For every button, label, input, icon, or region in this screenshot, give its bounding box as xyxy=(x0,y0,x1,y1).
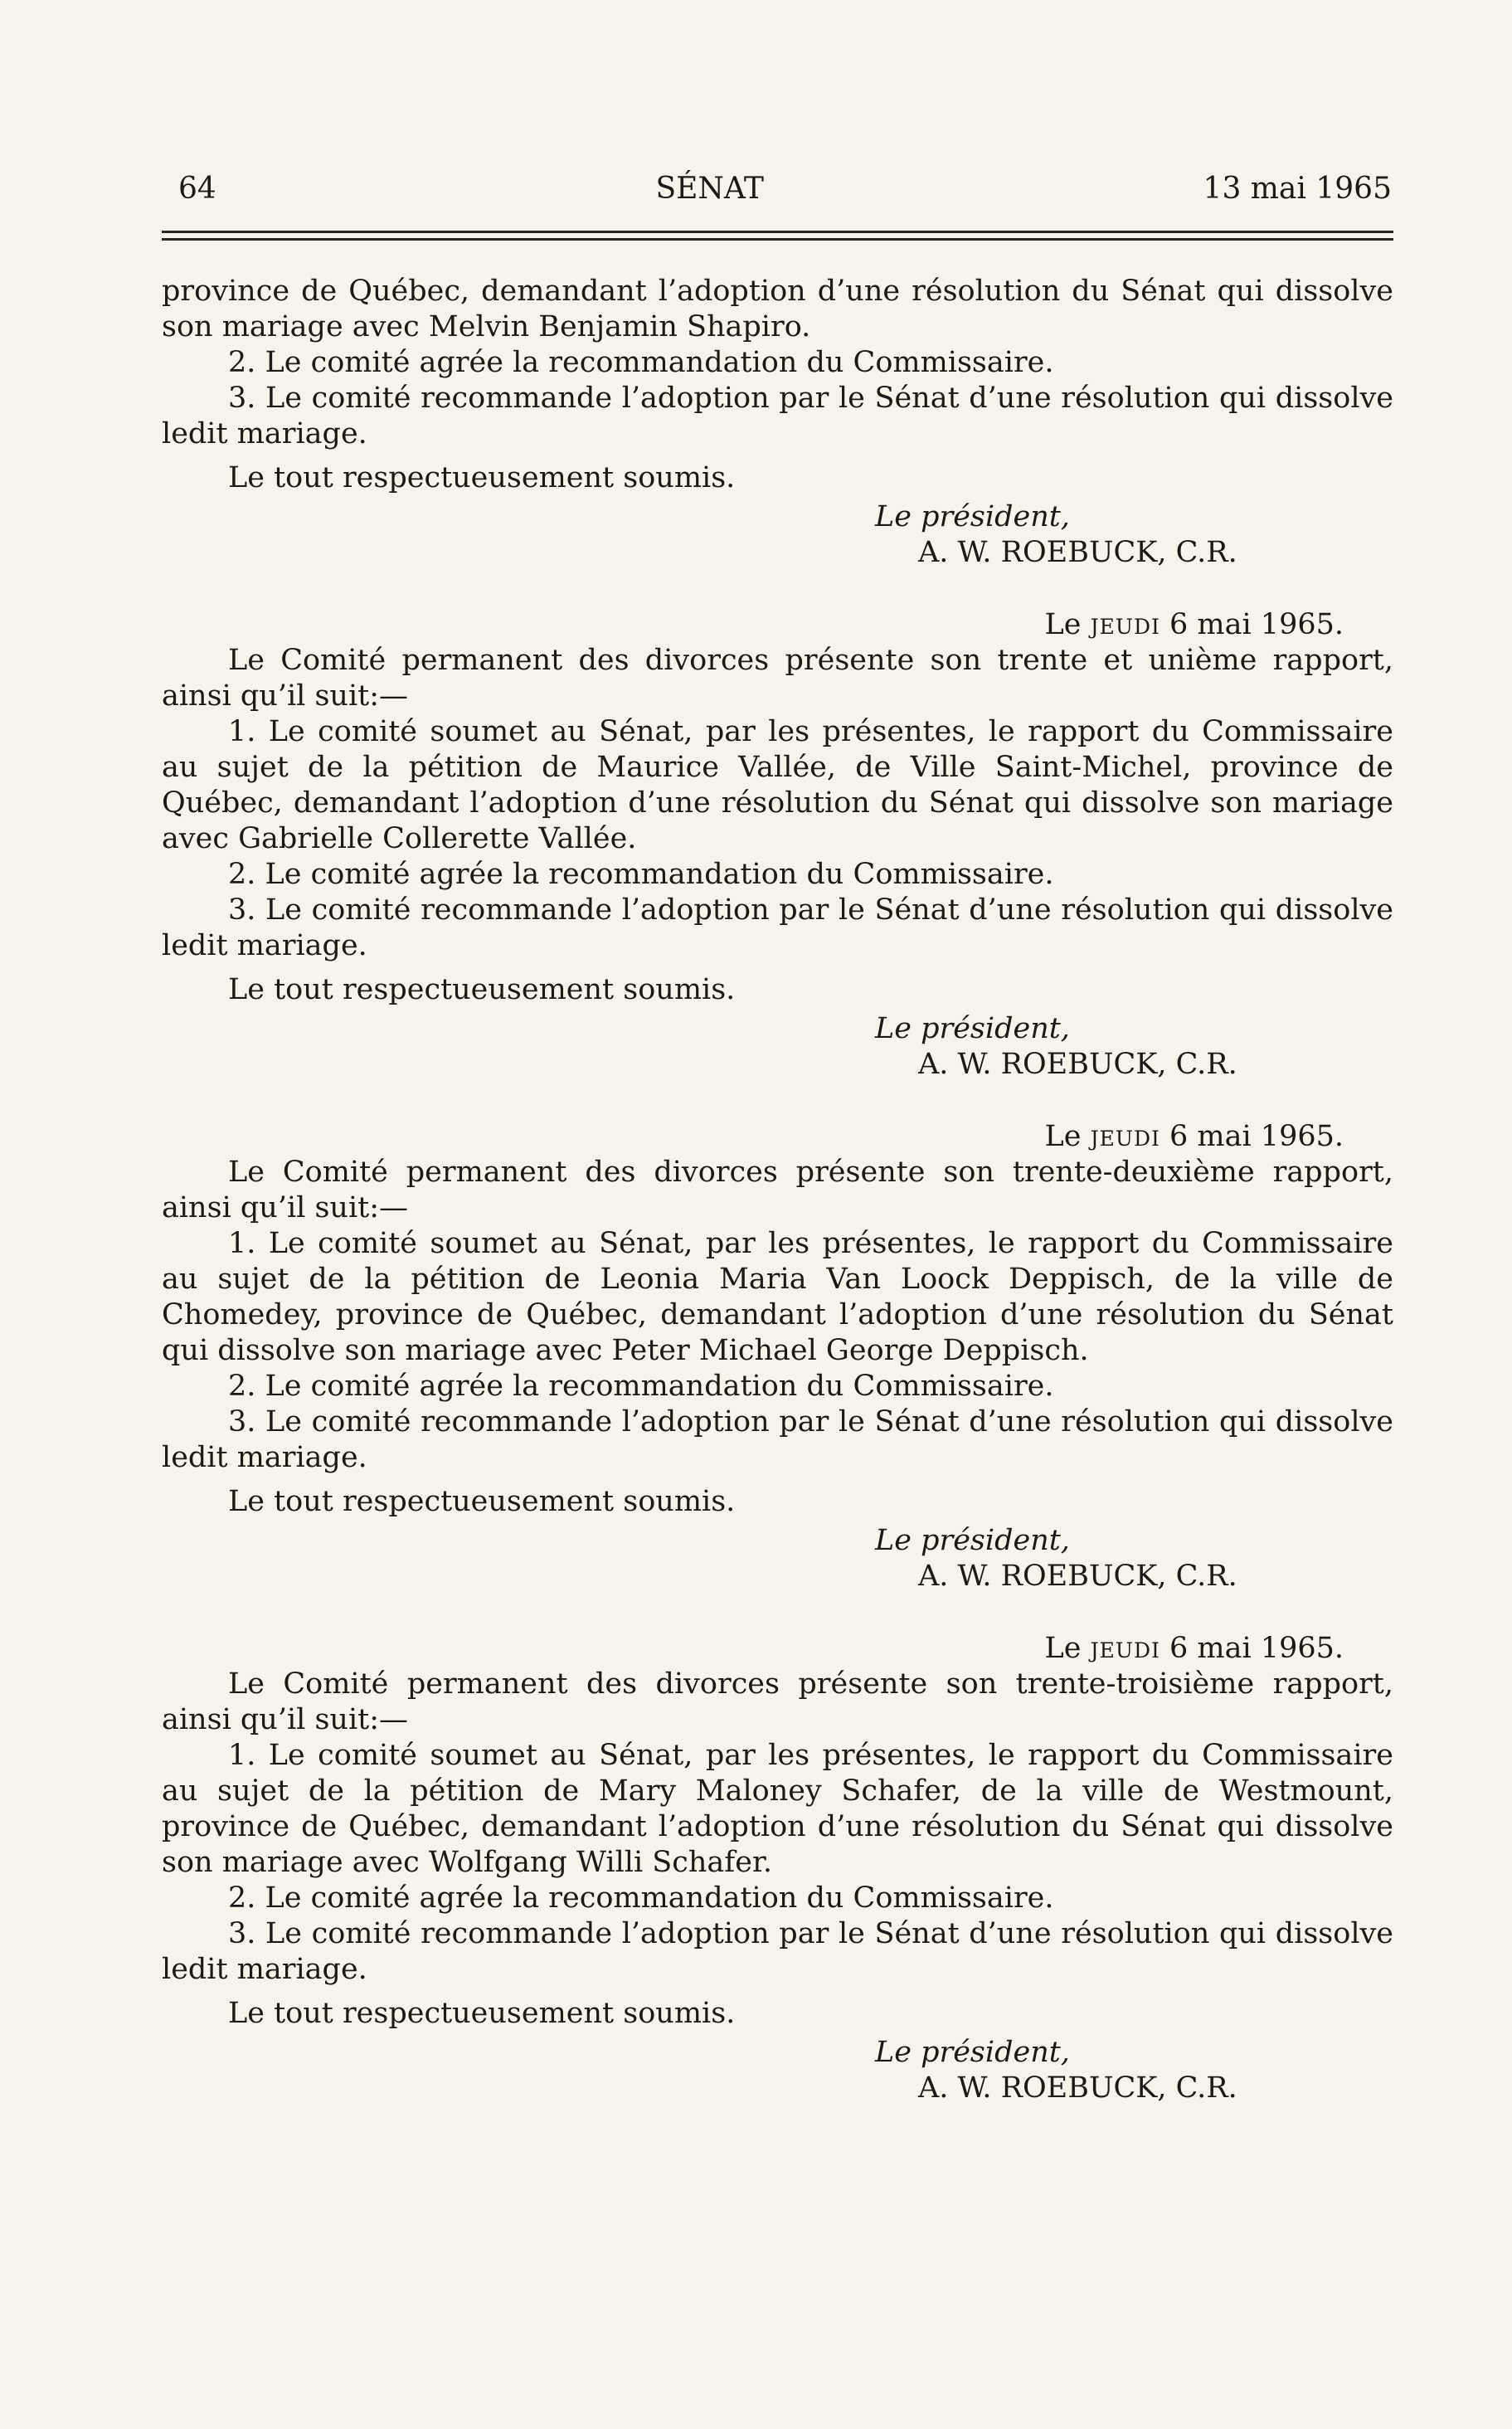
header-rule-bottom xyxy=(162,238,1393,241)
signature-title: Le président, xyxy=(875,2036,1070,2069)
report-intro: Le Comité permanent des divorces présente son trente et unième rapport, ainsi qu’il suit:— xyxy=(162,644,1393,713)
report-item-2: 2. Le comité agrée la recommandation du Commissaire. xyxy=(228,1370,1054,1403)
page-number: 64 xyxy=(178,171,216,206)
report-item-2: 2. Le comité agrée la recommandation du Commissaire. xyxy=(228,346,1054,379)
page-content xyxy=(162,274,1393,2106)
continuation-paragraph: province de Québec, demandant l’adoption d’une résolution du Sénat qui dissolve son mariage avec Melvin Benjamin Shapiro. xyxy=(162,275,1393,343)
report-32 xyxy=(162,1119,1393,1594)
signature-title: Le président, xyxy=(875,1524,1070,1557)
report-item-3: 3. Le comité recommande l’adoption par le Sénat d’une résolution qui dissolve ledit mariage. xyxy=(162,1405,1393,1474)
signature-block xyxy=(875,499,1393,571)
report-item-1: 1. Le comité soumet au Sénat, par les présentes, le rapport du Commissaire au sujet de la pétition de Maurice Vallée, de Ville Saint-Michel, province de Québec, demandant l’adoption d’une résolution du Sénat qui dissolve son mariage avec Gabrielle Collerette Vallée. xyxy=(162,715,1393,855)
report-item-1: 1. Le comité soumet au Sénat, par les présentes, le rapport du Commissaire au sujet de la pétition de Mary Maloney Schafer, de la ville de Westmount, province de Québec, demandant l’adoption d’une résolution du Sénat qui dissolve son mariage avec Wolfgang Willi Schafer. xyxy=(162,1739,1393,1879)
signature-name: A. W. ROEBUCK, C.R. xyxy=(918,2071,1237,2105)
report-31 xyxy=(162,607,1393,1083)
report-closing: Le tout respectueusement soumis. xyxy=(228,973,736,1006)
date-rest: 6 mai 1965. xyxy=(1169,1632,1344,1665)
header-rule-top xyxy=(162,231,1393,233)
signature-name: A. W. ROEBUCK, C.R. xyxy=(918,536,1237,569)
page-title: SÉNAT xyxy=(655,171,764,206)
header-date: 13 mai 1965 xyxy=(1203,171,1392,206)
page-header xyxy=(178,168,1392,209)
report-closing: Le tout respectueusement soumis. xyxy=(228,1485,736,1518)
signature-name: A. W. ROEBUCK, C.R. xyxy=(918,1048,1237,1081)
report-item-3: 3. Le comité recommande l’adoption par le Sénat d’une résolution qui dissolve ledit mariage. xyxy=(162,1917,1393,1986)
signature-name: A. W. ROEBUCK, C.R. xyxy=(918,1560,1237,1593)
report-intro: Le Comité permanent des divorces présente son trente-deuxième rapport, ainsi qu’il suit:— xyxy=(162,1156,1393,1224)
signature-block xyxy=(875,1011,1393,1083)
date-rest: 6 mai 1965. xyxy=(1169,608,1344,641)
date-prefix: Le xyxy=(1044,608,1082,641)
report-item-2: 2. Le comité agrée la recommandation du Commissaire. xyxy=(228,1881,1054,1915)
report-item-1: 1. Le comité soumet au Sénat, par les présentes, le rapport du Commissaire au sujet de la pétition de Leonia Maria Van Loock Deppisch, de la ville de Chomedey, province de Québec, demandant l’adoption d’une résolution du Sénat qui dissolve son mariage avec Peter Michael George Deppisch. xyxy=(162,1227,1393,1367)
signature-title: Le président, xyxy=(875,500,1070,533)
report-date xyxy=(162,1631,1393,1667)
report-closing: Le tout respectueusement soumis. xyxy=(228,1997,736,2030)
report-item-2: 2. Le comité agrée la recommandation du Commissaire. xyxy=(228,858,1054,891)
report-33 xyxy=(162,1631,1393,2106)
report-date xyxy=(162,607,1393,643)
date-day: jeudi xyxy=(1090,1120,1160,1153)
report-item-3: 3. Le comité recommande l’adoption par le Sénat d’une résolution qui dissolve ledit mariage. xyxy=(162,382,1393,450)
report-intro: Le Comité permanent des divorces présente son trente-troisième rapport, ainsi qu’il suit:— xyxy=(162,1667,1393,1736)
signature-block xyxy=(875,1523,1393,1594)
report-closing: Le tout respectueusement soumis. xyxy=(228,461,736,494)
signature-title: Le président, xyxy=(875,1012,1070,1045)
report-item-3: 3. Le comité recommande l’adoption par le Sénat d’une résolution qui dissolve ledit mariage. xyxy=(162,893,1393,962)
date-rest: 6 mai 1965. xyxy=(1169,1120,1344,1153)
report-continuation xyxy=(162,274,1393,571)
signature-block xyxy=(875,2035,1393,2106)
report-date xyxy=(162,1119,1393,1155)
date-prefix: Le xyxy=(1044,1632,1082,1665)
date-day: jeudi xyxy=(1090,1632,1160,1665)
date-day: jeudi xyxy=(1090,608,1160,641)
date-prefix: Le xyxy=(1044,1120,1082,1153)
